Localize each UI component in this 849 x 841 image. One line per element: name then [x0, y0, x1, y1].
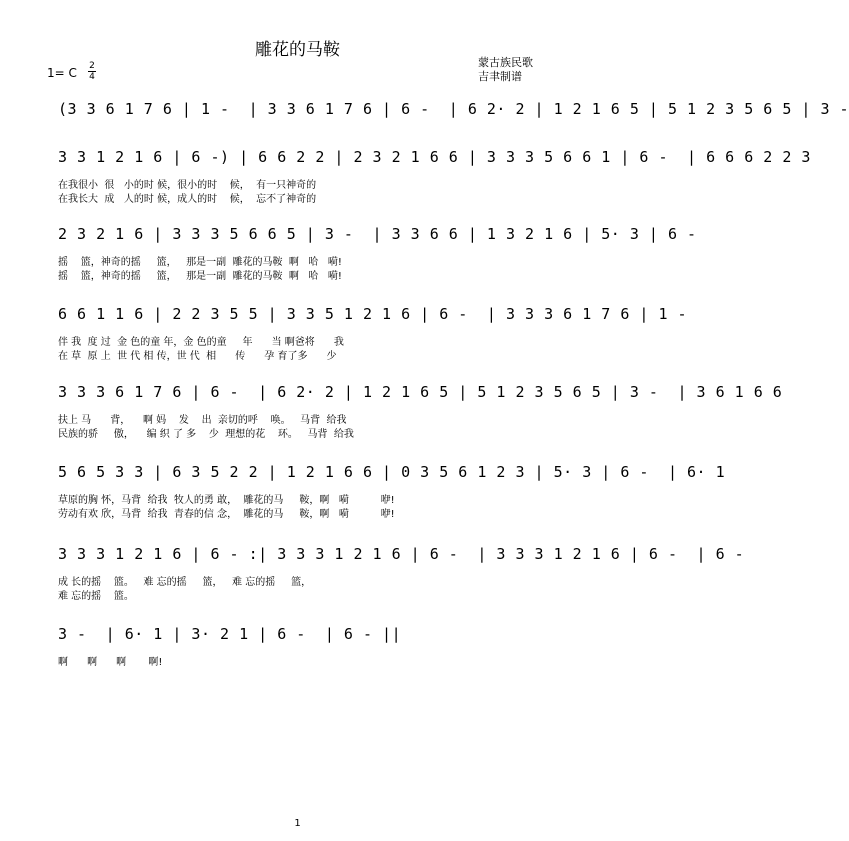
lyric-verse-1: 伴 我 度 过 金 色的童 年，金 色的童 年 当 啊爸将 我 — [58, 337, 344, 348]
page-number: 1 — [294, 818, 301, 829]
lyric-verse-1: 啊 啊 啊 啊! — [58, 657, 163, 668]
staff-row-6 — [58, 463, 726, 520]
time-signature — [88, 62, 96, 81]
lyric-verse-1: 草原的胸 怀，马背 给我 牧人的勇 敢， 雕花的马 鞍，啊 嗬 咿! — [58, 495, 395, 506]
staff-row-4 — [58, 305, 688, 362]
staff-row-3 — [58, 225, 697, 282]
lyric-verse-2: 在 草 原 上 世 代 相 传，世 代 相 传 孕 育了多 少 — [58, 351, 337, 362]
time-top: 2 — [89, 61, 95, 71]
notation: 6 6 1 1 6 | 2 2 3 5 5 | 3 3 5 1 2 1 6 | 6 - | 3 3 3 6 1 7 6 | 1 - — [58, 305, 688, 323]
key-signature: 1= C — [47, 66, 77, 80]
notation: (3 3 6 1 7 6 | 1 - | 3 3 6 1 7 6 | 6 - | 6 2· 2 | 1 2 1 6 5 | 5 1 2 3 5 6 5 | 3 - — [58, 100, 849, 118]
song-info — [478, 56, 533, 84]
notation: 3 - | 6· 1 | 3· 2 1 | 6 - | 6 - || — [58, 625, 402, 643]
notation: 5 6 5 3 3 | 6 3 5 2 2 | 1 2 1 6 6 | 0 3 5 6 1 2 3 | 5· 3 | 6 - | 6· 1 — [58, 463, 726, 481]
staff-row-5 — [58, 383, 783, 440]
song-title: 雕花的马鞍 — [255, 40, 340, 60]
lyric-verse-2: 劳动有欢 欣，马背 给我 青春的信 念， 雕花的马 鞍，啊 嗬 咿! — [58, 509, 395, 520]
lyric-verse-2: 摇 篮，神奇的摇 篮， 那是一副 雕花的马鞍 啊 哈 嗬! — [58, 271, 342, 282]
staff-row-1 — [58, 100, 849, 136]
lyric-verse-2: 难 忘的摇 篮。 — [58, 591, 134, 602]
lyric-verse-2: 在我长大 成 人的时 候，成人的时 候， 忘不了神奇的 — [58, 194, 317, 205]
lyric-verse-1: 摇 篮，神奇的摇 篮， 那是一副 雕花的马鞍 啊 哈 嗬! — [58, 257, 342, 268]
notation: 3 3 1 2 1 6 | 6 -) | 6 6 2 2 | 2 3 2 1 6 6 | 3 3 3 5 6 6 1 | 6 - | 6 6 6 2 2 3 — [58, 148, 811, 166]
staff-row-8 — [58, 625, 548, 668]
lyric-verse-1: 成 长的摇 篮。 难 忘的摇 篮， 难 忘的摇 篮， — [58, 577, 312, 588]
arranger: 吉聿制谱 — [478, 70, 522, 83]
origin: 蒙古族民歌 — [478, 56, 533, 69]
notation: 2 3 2 1 6 | 3 3 3 5 6 6 5 | 3 - | 3 3 6 6 | 1 3 2 1 6 | 5· 3 | 6 - — [58, 225, 697, 243]
staff-row-2 — [58, 148, 811, 205]
lyric-verse-1: 在我很小 很 小的时 候，很小的时 候， 有一只神奇的 — [58, 180, 317, 191]
notation: 3 3 3 6 1 7 6 | 6 - | 6 2· 2 | 1 2 1 6 5 | 5 1 2 3 5 6 5 | 3 - | 3 6 1 6 6 — [58, 383, 783, 401]
lyric-verse-2: 民族的骄 傲， 编 织 了 多 少 理想的花 环。 马背 给我 — [58, 429, 354, 440]
staff-row-7 — [58, 545, 745, 602]
notation: 3 3 3 1 2 1 6 | 6 - :| 3 3 3 1 2 1 6 | 6 - | 3 3 3 1 2 1 6 | 6 - | 6 - — [58, 545, 745, 563]
time-bottom: 4 — [89, 72, 95, 82]
lyric-verse-1: 扶上 马 背， 啊 妈 发 出 亲切的呼 唤。 马背 给我 — [58, 415, 347, 426]
